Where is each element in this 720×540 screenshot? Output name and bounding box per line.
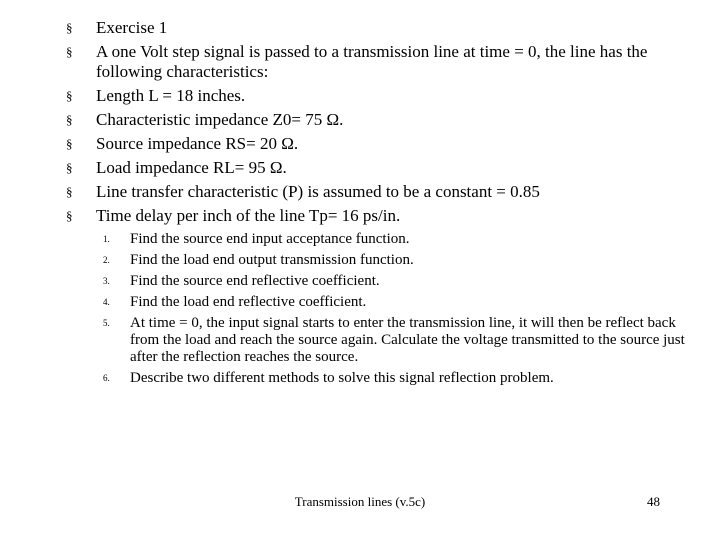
list-item — [97, 315, 687, 366]
bullet-icon: § — [66, 88, 73, 103]
list-item — [60, 134, 700, 154]
item-number: 1. — [103, 234, 110, 244]
item-text: Find the source end reflective coefficient. — [130, 273, 380, 289]
list-item — [97, 370, 687, 387]
bullet-icon: § — [66, 160, 73, 175]
bullet-text: Length L = 18 inches. — [96, 86, 246, 105]
item-text: Describe two different methods to solve this signal reflection problem. — [130, 370, 554, 386]
bullet-text: Exercise 1 — [96, 18, 168, 37]
page-number: 48 — [647, 494, 660, 509]
list-item — [60, 158, 700, 178]
list-item — [60, 206, 700, 226]
numbered-list — [97, 231, 687, 391]
list-item — [60, 110, 700, 130]
list-item — [60, 18, 700, 38]
bullet-text: Line transfer characteristic (P) is assumed to be a constant = 0.85 — [96, 182, 540, 201]
list-item — [60, 42, 700, 82]
bullet-text: Load impedance RL= 95 Ω. — [96, 158, 287, 177]
bullet-icon: § — [66, 136, 73, 151]
item-number: 2. — [103, 255, 110, 265]
item-number: 6. — [103, 373, 110, 383]
bullet-text: Characteristic impedance Z0= 75 Ω. — [96, 110, 344, 129]
bullet-text: Source impedance RS= 20 Ω. — [96, 134, 299, 153]
list-item — [97, 252, 687, 269]
list-item — [60, 182, 700, 202]
list-item — [97, 273, 687, 290]
bullet-text: A one Volt step signal is passed to a transmission line at time = 0, the line has the following characteristics: — [96, 42, 648, 81]
item-number: 4. — [103, 297, 110, 307]
list-item — [97, 294, 687, 311]
item-text: Find the load end reflective coefficient. — [130, 294, 367, 310]
item-text: At time = 0, the input signal starts to enter the transmission line, it will then be reflect back from the load and reach the source again. Calculate the voltage transmitted to the source just after the reflection reaches the source. — [130, 315, 685, 365]
bullet-icon: § — [66, 184, 73, 199]
item-number: 5. — [103, 318, 110, 328]
list-item — [97, 231, 687, 248]
list-item — [60, 86, 700, 106]
bullet-icon: § — [66, 44, 73, 59]
item-number: 3. — [103, 276, 110, 286]
footer-title: Transmission lines (v.5c) — [294, 494, 426, 509]
bullet-icon: § — [66, 20, 73, 35]
item-text: Find the source end input acceptance function. — [130, 231, 410, 247]
item-text: Find the load end output transmission function. — [130, 252, 414, 268]
bullet-icon: § — [66, 208, 73, 223]
bullet-text: Time delay per inch of the line Tp= 16 ps/in. — [96, 206, 401, 225]
bullet-list — [60, 18, 700, 230]
bullet-icon: § — [66, 112, 73, 127]
